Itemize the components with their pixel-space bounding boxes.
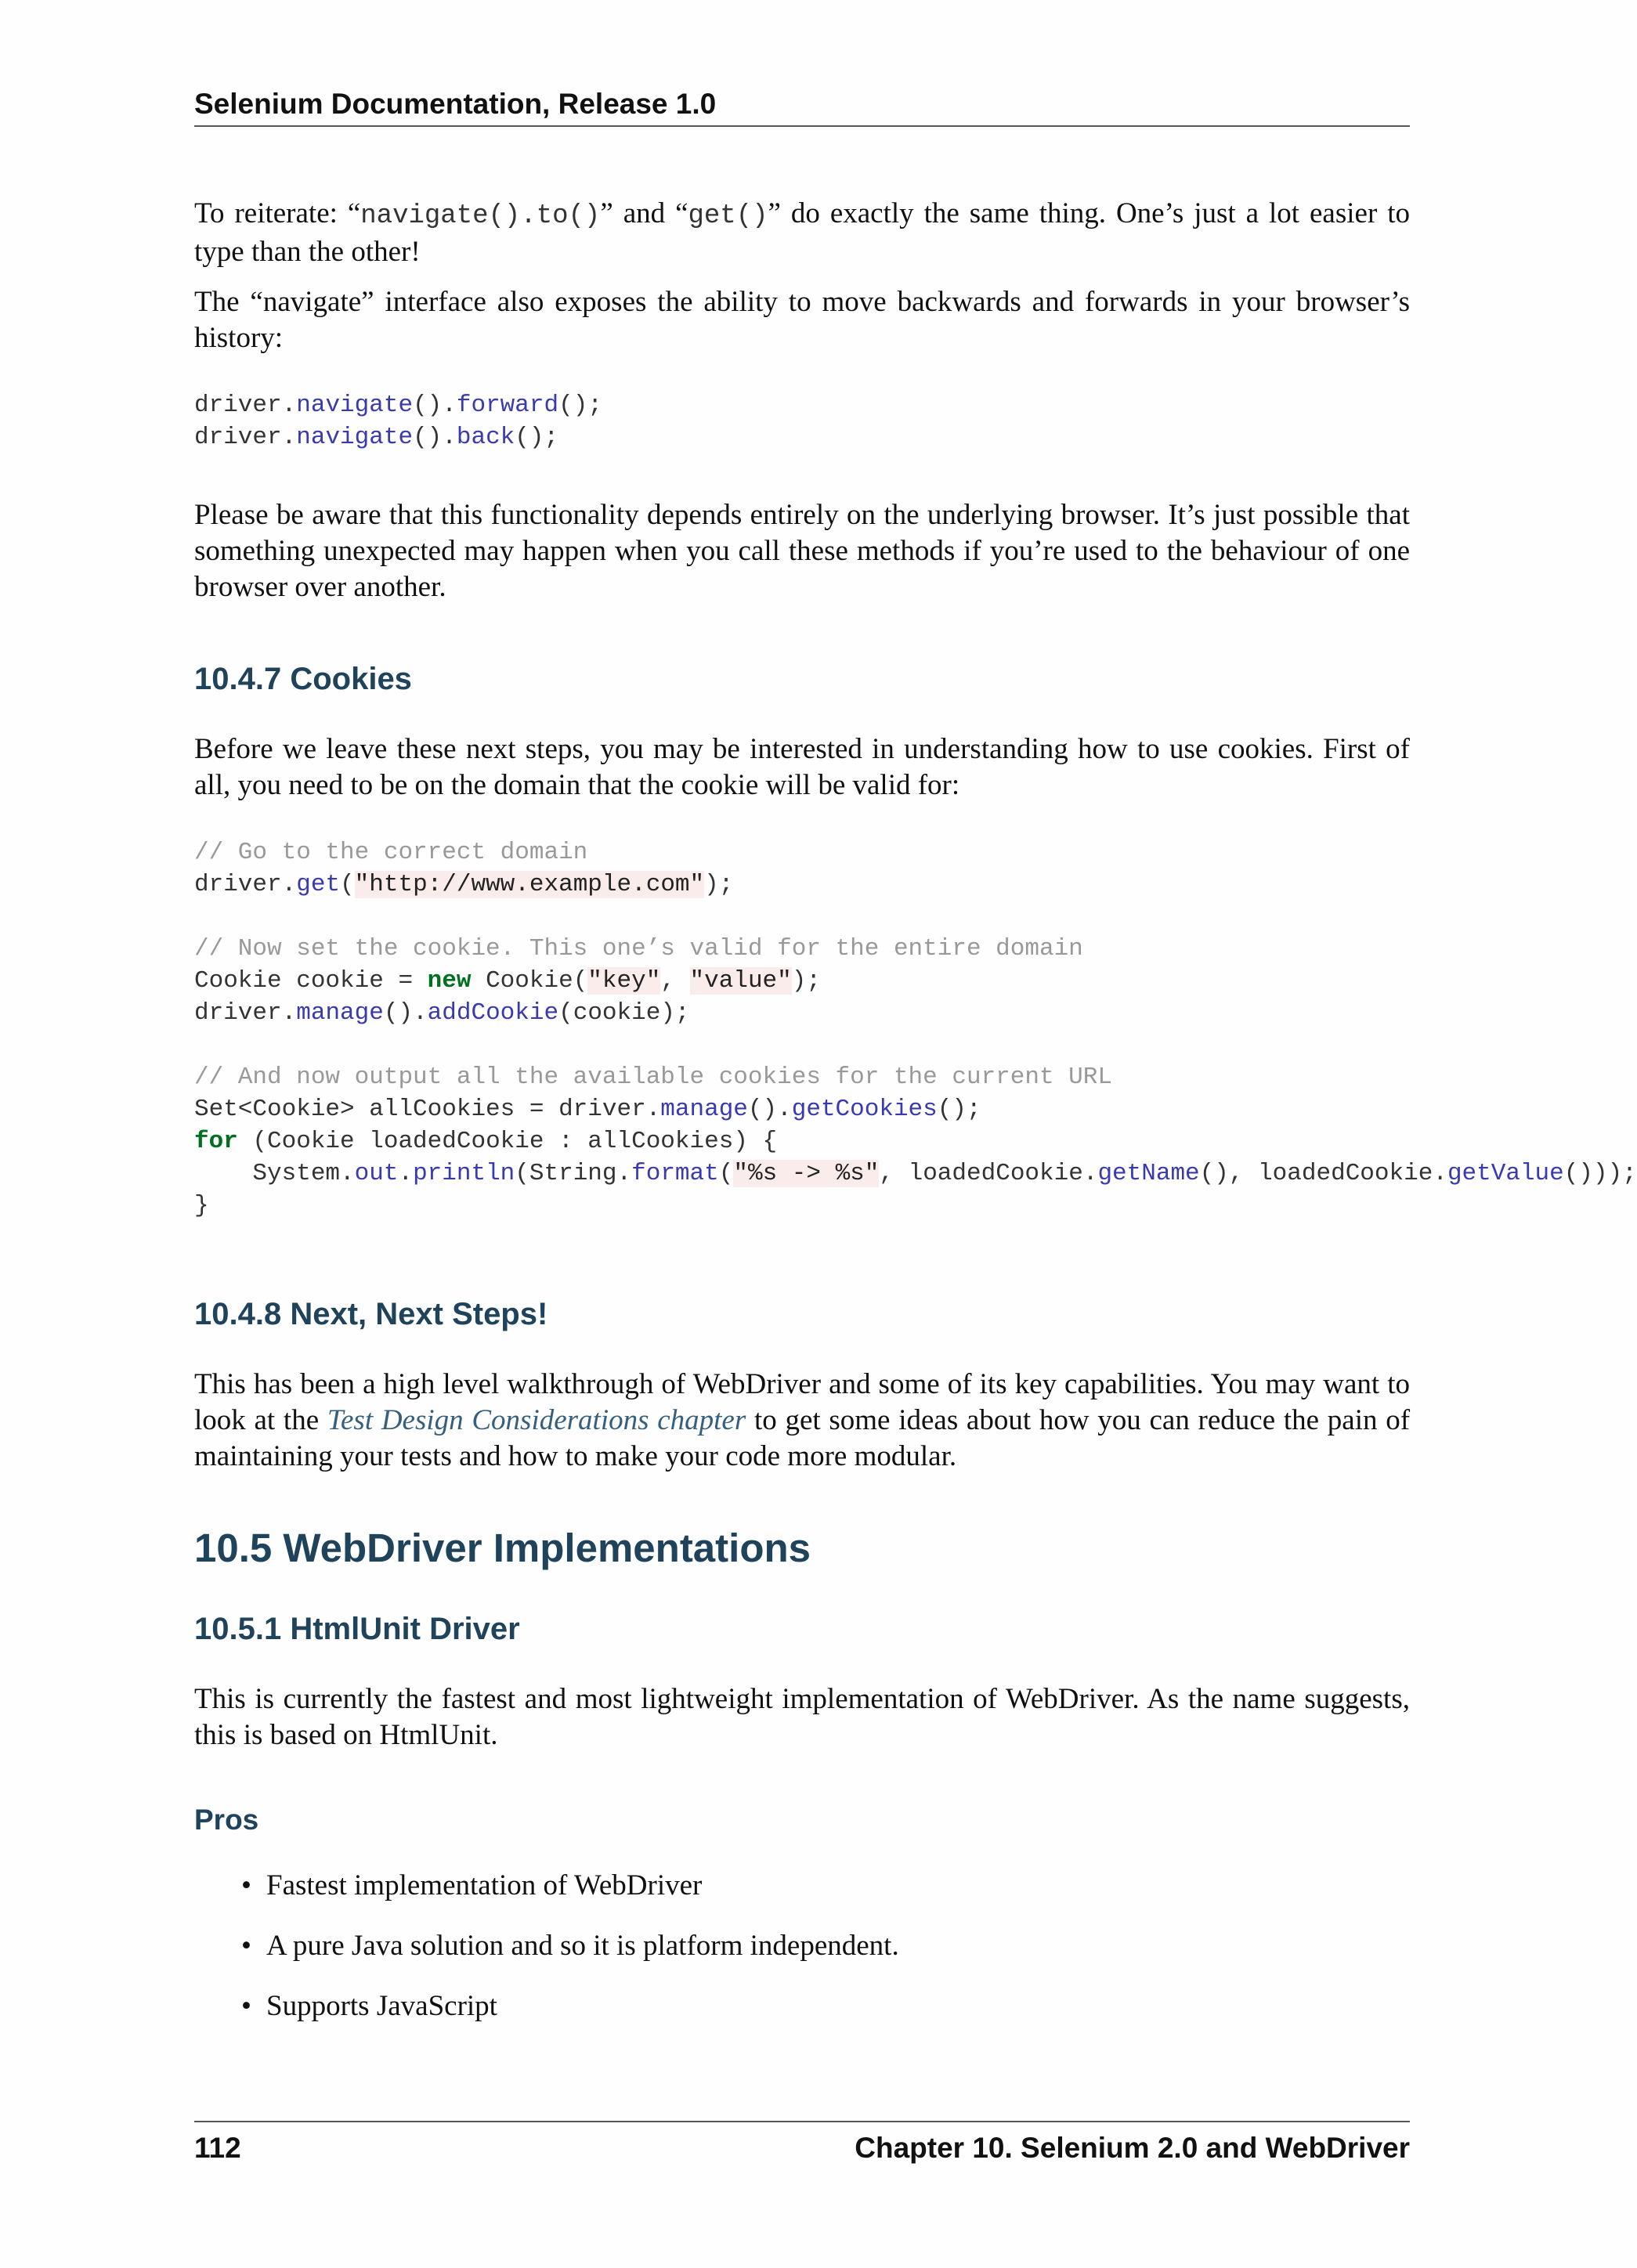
running-header [194,88,1410,127]
code-line [194,901,1604,933]
htmlunit-paragraph: This is currently the fastest and most lightweight implementation of WebDriver. As the name suggests, this is based on HtmlUnit. [194,1683,1410,1751]
code-line: Set<Cookie> allCookies = driver.manage().getCookies(); [194,1096,981,1123]
text-run: ” and “ [600,197,688,229]
list-item: • Supports JavaScript [266,1988,1410,2024]
text-run: This has been a high level walkthrough of WebDriver and some of its key capabilities. You may want to look at the [194,1368,1410,1436]
pros-heading: Pros [194,1804,259,1836]
test-design-chapter-link[interactable]: Test Design Considerations chapter [327,1404,746,1436]
code-line: // Now set the cookie. This one’s valid for the entire domain [194,935,1083,962]
cookies-paragraph: Before we leave these next steps, you may be interested in understanding how to use cookies. First of all, you need to be on the domain that the cookie will be valid for: [194,733,1410,801]
list-item: • Fastest implementation of WebDriver [266,1868,1410,1904]
code-line: driver.navigate().forward(); [194,392,602,419]
text-run: ” do exactly the same thing. One’s just a lot easier to type than the other! [194,197,1410,268]
code-line: driver.manage().addCookie(cookie); [194,999,690,1027]
text-run: to get some ideas about how you can reduce the pain of maintaining your tests and how to make your code more modular. [194,1404,1411,1472]
pros-list [194,1868,1410,2024]
page-number: 112 [194,2132,241,2164]
text-run: To reiterate: “ [194,197,361,229]
code-line: // Go to the correct domain [194,839,588,866]
code-line: for (Cookie loadedCookie : allCookies) { [194,1128,778,1155]
code-block-navigate [194,389,1604,453]
section-heading-implementations: 10.5 WebDriver Implementations [194,1526,811,1570]
code-line: } [194,1192,209,1219]
code-block-cookies [194,836,1637,1222]
section-heading-next-steps: 10.4.8 Next, Next Steps! [194,1297,548,1331]
code-line [194,1029,1604,1061]
section-heading-cookies: 10.4.7 Cookies [194,662,412,696]
inline-code-get: get() [688,201,768,231]
main-content [194,196,1637,2049]
code-line: driver.navigate().back(); [194,424,559,451]
header-title: Selenium Documentation, Release 1.0 [194,88,717,120]
inline-code-navigate-to: navigate().to() [360,201,601,231]
code-line: // And now output all the available cookies for the current URL [194,1064,1112,1091]
chapter-title: Chapter 10. Selenium 2.0 and WebDriver [855,2132,1410,2164]
code-line: System.out.println(String.format("%s -> %s", loadedCookie.getName(), loadedCookie.getValue())); [194,1160,1637,1187]
next-steps-paragraph [194,1367,1410,1475]
code-line: driver.get("http://www.example.com"); [194,871,734,898]
intro-paragraph-2: The “navigate” interface also exposes the ability to move backwards and forwards in your browser’s history: [194,286,1410,354]
list-item: • A pure Java solution and so it is platform independent. [266,1928,1410,1964]
running-footer [194,2121,1410,2165]
intro-paragraph-3: Please be aware that this functionality depends entirely on the underlying browser. It’s just possible that something unexpected may happen when you call these methods if you’re used to the behaviour of one browser over another. [194,499,1410,603]
section-heading-htmlunit: 10.5.1 HtmlUnit Driver [194,1612,520,1646]
intro-paragraph-1 [194,196,1410,270]
code-line: Cookie cookie = new Cookie("key", "value"); [194,967,821,995]
